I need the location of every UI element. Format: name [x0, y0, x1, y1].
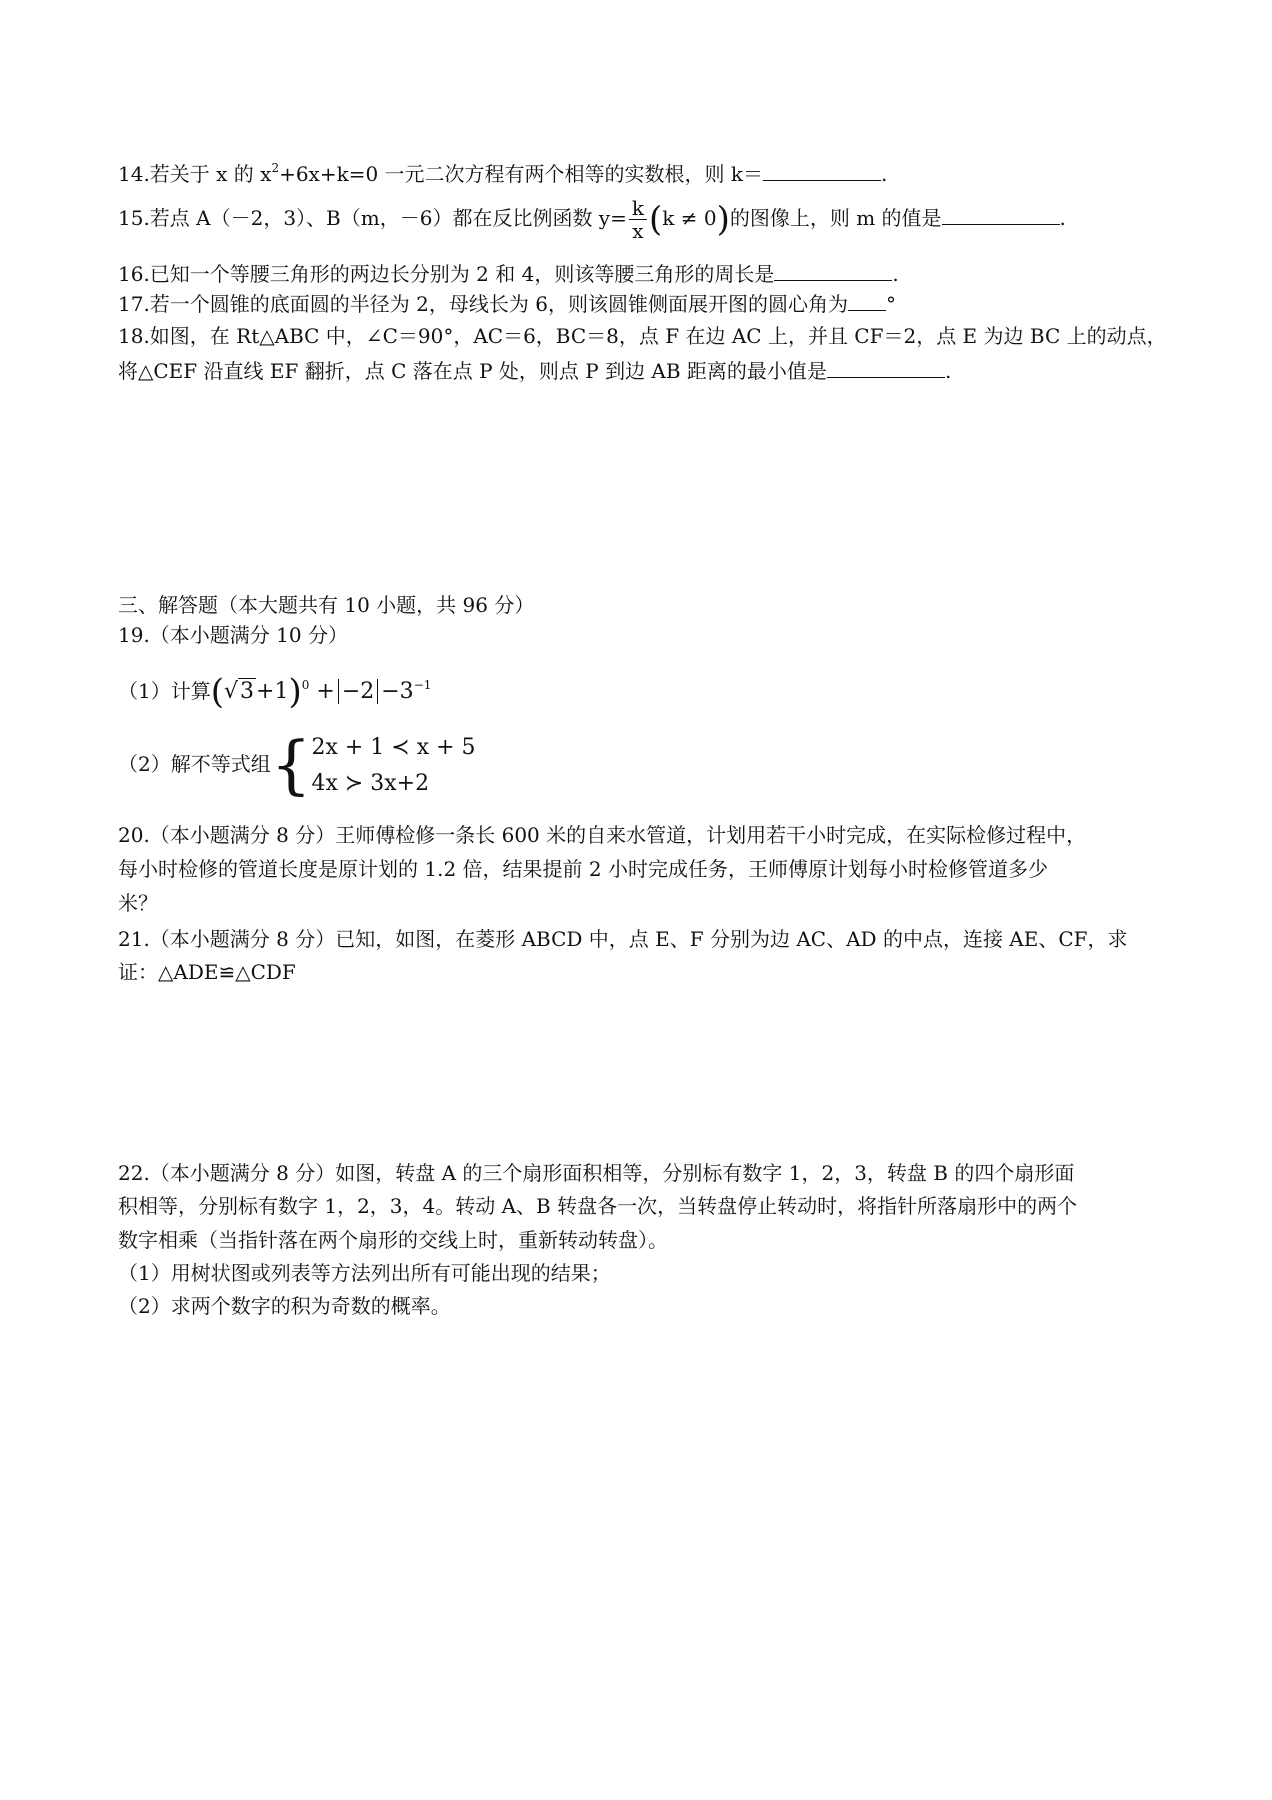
q18-text: 将△CEF 沿直线 EF 翻折，点 C 落在点 P 处，则点 P 到边 AB 距离的最小值是: [118, 359, 827, 383]
question-21-line-2: 证：△ADE≌△CDF: [118, 960, 296, 984]
section-3-title: 三、解答题（本大题共有 10 小题，共 96 分）: [118, 593, 535, 617]
question-22-part-1: （1）用树状图或列表等方法列出所有可能出现的结果；: [118, 1261, 611, 1285]
question-19-part-2: （2）解不等式组{ 2x + 1 ≺ x + 5 4x ≻ 3x+2: [118, 728, 476, 803]
q14-exponent: 2: [271, 161, 280, 175]
q15-text-post: 的图像上，则 m 的值是: [729, 206, 942, 230]
q17-text: 17.若一个圆锥的底面圆的半径为 2，母线长为 6，则该圆锥侧面展开图的圆心角为: [118, 292, 848, 316]
q19-p1-radicand: 3: [240, 679, 255, 704]
q19-p1-plus-one: +1: [256, 679, 289, 704]
q19-p1-exponent-neg: −1: [413, 678, 432, 692]
q19-p1-label: （1）计算: [118, 679, 211, 703]
q19-p2-inequality-1: 2x + 1 ≺ x + 5: [311, 734, 476, 760]
q15-text-pre: 15.若点 A（－2，3）、B（m，－6）都在反比例函数 y=: [118, 206, 627, 230]
q19-p1-exponent-zero: 0: [301, 678, 310, 692]
question-22-line-1: 22.（本小题满分 8 分）如图，转盘 A 的三个扇形面积相等，分别标有数字 1，2，3，转盘 B 的四个扇形面: [118, 1161, 1075, 1185]
question-16: [118, 258, 899, 288]
question-18-line-1: 18.如图，在 Rt△ABC 中，∠C＝90°，AC＝6，BC＝8，点 F 在边 AC 上，并且 CF＝2，点 E 为边 BC 上的动点，: [118, 324, 1167, 348]
q14-end: .: [881, 162, 888, 186]
q19-p2-system: [311, 730, 475, 802]
q19-p1-expression: $(√3+1)^0 + -2 -3^{-1}$: [210, 672, 432, 712]
question-17: [118, 288, 896, 318]
q19-p2-inequality-2: 4x ≻ 3x+2: [311, 770, 430, 796]
question-21-line-1: 21.（本小题满分 8 分）已知，如图，在菱形 ABCD 中，点 E、F 分别为边 AC、AD 的中点，连接 AE、CF，求: [118, 927, 1128, 951]
question-19-header: 19.（本小题满分 10 分）: [118, 623, 348, 647]
q18-end: .: [944, 359, 952, 383]
q16-end: .: [892, 262, 899, 286]
q19-p1-plus: +: [316, 679, 335, 704]
question-15: 15.若点 A（－2，3）、B（m，－6）都在反比例函数 y= $\frac{k}{x}$ (k ≠ 0)的图像上，则 m 的值是 .: [118, 196, 1066, 243]
q19-p1-absolute-value: −2: [338, 679, 378, 704]
q15-denominator: x: [632, 219, 644, 243]
question-20-line-1: 20.（本小题满分 8 分）王师傅检修一条长 600 米的自来水管道，计划用若干小时完成，在实际检修过程中，: [118, 823, 1087, 847]
q19-p2-label: （2）解不等式组: [118, 752, 271, 776]
question-18-line-2: [118, 355, 951, 385]
q17-answer-blank[interactable]: [848, 288, 886, 311]
q15-end: .: [1059, 206, 1066, 230]
q18-answer-blank[interactable]: [827, 355, 945, 378]
q15-condition: k ≠ 0: [662, 206, 717, 230]
q15-numerator: k: [629, 197, 647, 220]
q19-p1-tail: −3: [381, 679, 414, 704]
q17-end: °: [885, 292, 896, 316]
q16-text: 16.已知一个等腰三角形的两边长分别为 2 和 4，则该等腰三角形的周长是: [118, 262, 775, 286]
question-14: [118, 154, 887, 188]
q14-text-pre: 14.若关于 x 的 x: [118, 162, 272, 186]
q15-fraction: [629, 197, 647, 242]
question-22-line-3: 数字相乘（当指针落在两个扇形的交线上时，重新转动转盘）。: [118, 1228, 668, 1252]
q14-answer-blank[interactable]: [763, 158, 881, 181]
q16-answer-blank[interactable]: [774, 258, 892, 281]
q14-text-post: +6x+k=0 一元二次方程有两个相等的实数根，则 k＝: [279, 162, 764, 186]
question-22-part-2: （2）求两个数字的积为奇数的概率。: [118, 1294, 451, 1318]
question-20-line-3: 米？: [118, 891, 158, 915]
question-20-line-2: 每小时检修的管道长度是原计划的 1.2 倍，结果提前 2 小时完成任务，王师傅原计划每小时检修管道多少: [118, 857, 1048, 881]
question-22-line-2: 积相等，分别标有数字 1，2，3，4。转动 A、B 转盘各一次，当转盘停止转动时，将指针所落扇形中的两个: [118, 1194, 1078, 1218]
question-19-part-1: [118, 663, 431, 714]
q15-answer-blank[interactable]: [942, 202, 1060, 225]
